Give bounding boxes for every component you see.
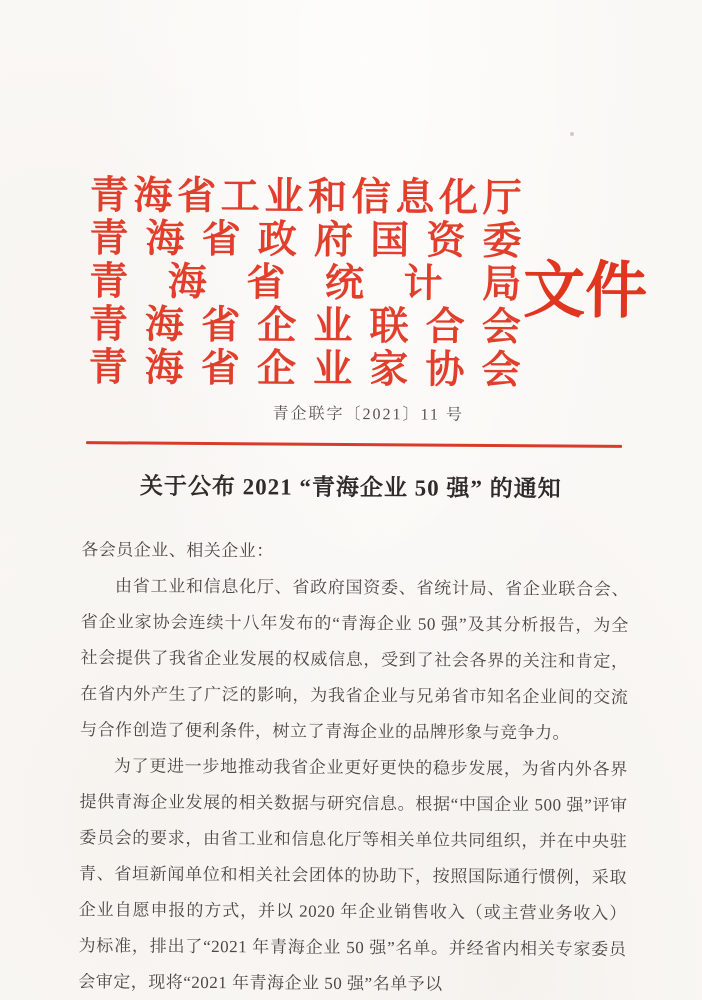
- agency-line-4: 青海省企业联合会: [88, 303, 522, 350]
- document-title: 关于公布 2021 “青海企业 50 强” 的通知: [139, 473, 562, 502]
- document-number: 青企联字〔2021〕11 号: [272, 405, 465, 424]
- agency-line-2: 青海省政府国资委: [89, 217, 522, 264]
- body-paragraph-1: 由省工业和信息化厅、省政府国资委、省统计局、省企业联合会、省企业家协会连续十八年发布的“青海企业 50 强”及其分析报告，为全社会提供了我省企业发展的权威信息，受到了社会各界的关注和肯定，在省内外产生了广泛的影响，为我省企业与兄弟省市知名企业间的交流与合作创造了便利条件，树立了青海企业的品牌形象与竞争力。: [79, 576, 630, 743]
- letterhead-agencies: [88, 174, 521, 392]
- agency-line-5: 青海省企业家协会: [88, 346, 521, 393]
- agency-line-3: 青海省统计局: [89, 260, 522, 307]
- agency-line-1: 青海省工业和信息化厅: [89, 174, 522, 221]
- letterhead: [88, 174, 651, 393]
- salutation: 各会员企业、相关企业：: [81, 540, 274, 561]
- red-separator-line: [86, 441, 622, 448]
- file-word: 文件: [522, 256, 648, 326]
- document-body: [78, 532, 629, 1000]
- body-paragraph-2: 为了更进一步地推动我省企业更好更快的稳步发展，为省内外各界提供青海企业发展的相关数据与研究信息。根据“中国企业 500 强”评审委员会的要求，由省工业和信息化厅等相关单位共同组织，并在中央驻青、省垣新闻单位和相关社会团体的协助下，按照国际通行惯例，采取企业自愿申报的方式，并以 2020 年企业销售收入（或主营业务收入）为标准，排出了“2021 年青海企业 50 强”名单。并经省内相关专家委员会审定，现将“2021 年青海企业 50 强”名单予以: [78, 756, 628, 994]
